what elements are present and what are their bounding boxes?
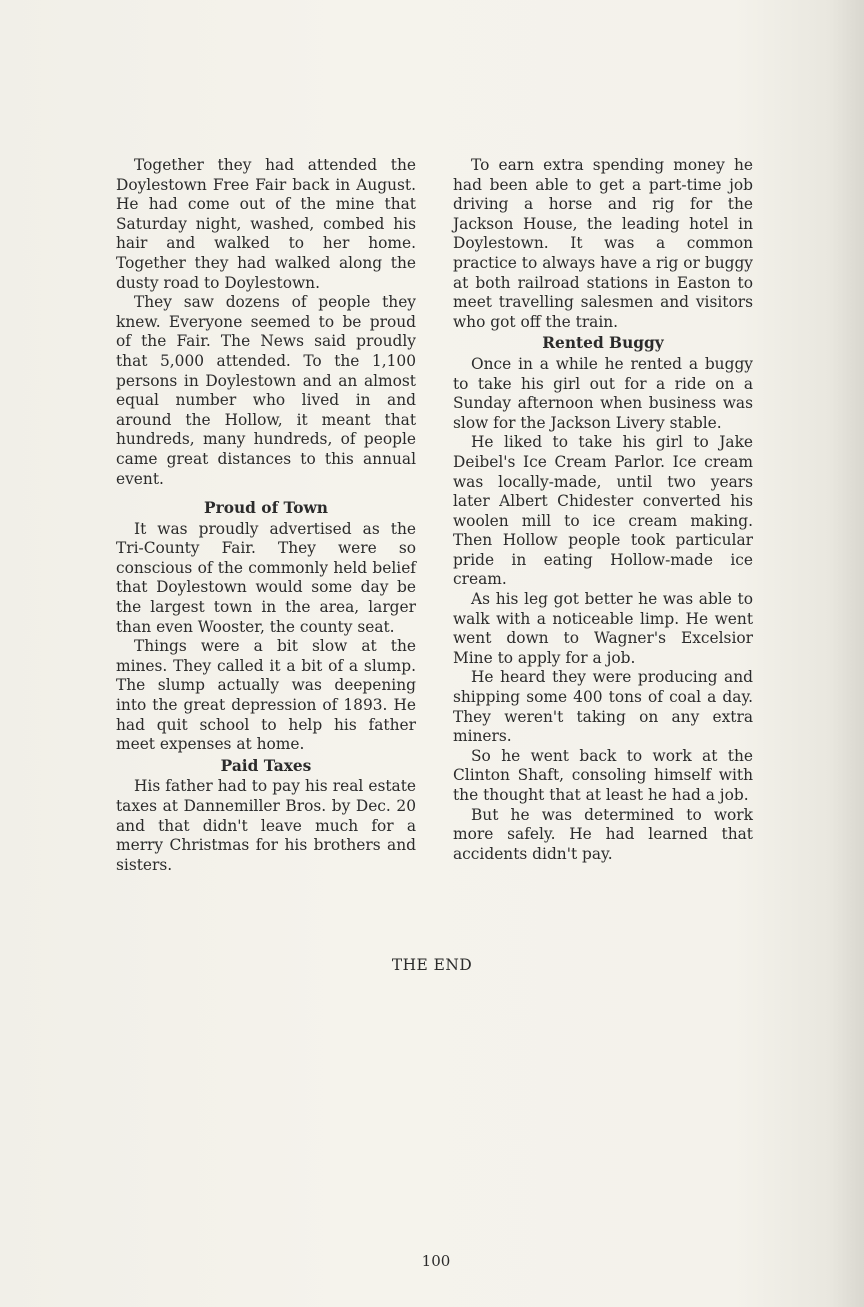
the-end-text: THE END — [391, 956, 473, 974]
paragraph: So he went back to work at the Clinton Shaft, consoling himself with the thought that at least he had a job. — [453, 746, 753, 804]
paragraph: To earn extra spending money he had been able to get a part-time job driving a horse and rig for the Jackson House, the leading hotel in Doylestown. It was a common practice to always have a rig or buggy at both railroad stations in Easton to meet travelling salesmen and visitors who got off the train. — [453, 156, 753, 331]
paragraph: They saw dozens of people they knew. Everyone seemed to be proud of the Fair. The News said proudly that 5,000 attended. To the 1,100 persons in Doylestown and an almost equal number who lived in and around the Hollow, it meant that hundreds, many hundreds, of people came great distances to this annual event. — [116, 293, 416, 488]
section-heading: Proud of Town — [204, 499, 328, 518]
paragraph: His father had to pay his real estate taxes at Dannemiller Bros. by Dec. 20 and that didn't leave much for a merry Christmas for his brothers and sisters. — [116, 777, 416, 874]
section-heading: Paid Taxes — [220, 756, 312, 775]
paragraph: Things were a bit slow at the mines. They called it a bit of a slump. The slump actually was deepening into the great depression of 1893. He had quit school to help his father meet expenses at home. — [116, 637, 416, 754]
paragraph: Once in a while he rented a buggy to take his girl out for a ride on a Sunday afternoon when business was slow for the Jackson Livery stable. — [453, 354, 753, 432]
paragraph: But he was determined to work more safely. He had learned that accidents didn't pay. — [453, 805, 753, 863]
paragraph: He heard they were producing and shipping some 400 tons of coal a day. They weren't taking on any extra miners. — [453, 668, 753, 746]
right-column — [453, 156, 753, 864]
paragraph: It was proudly advertised as the Tri-County Fair. They were so conscious of the commonly held belief that Doylestown would some day be the largest town in the area, larger than even Wooster, the county seat. — [116, 519, 416, 636]
paragraph: As his leg got better he was able to walk with a noticeable limp. He went went down to Wagner's Excelsior Mine to apply for a job. — [453, 590, 753, 667]
paragraph: Together they had attended the Doylestown Free Fair back in August. He had come out of the mine that Saturday night, washed, combed his hair and walked to her home. Together they had walked along the dusty road to Doylestown. — [116, 156, 416, 292]
left-column — [116, 156, 416, 875]
section-heading: Rented Buggy — [542, 334, 664, 353]
page-number: 100 — [421, 1252, 451, 1270]
paragraph: He liked to take his girl to Jake Deibel's Ice Cream Parlor. Ice cream was locally-made, until two years later Albert Chidester converted his woolen mill to ice cream making. Then Hollow people took particular pride in eating Hollow-made ice cream. — [453, 433, 753, 589]
